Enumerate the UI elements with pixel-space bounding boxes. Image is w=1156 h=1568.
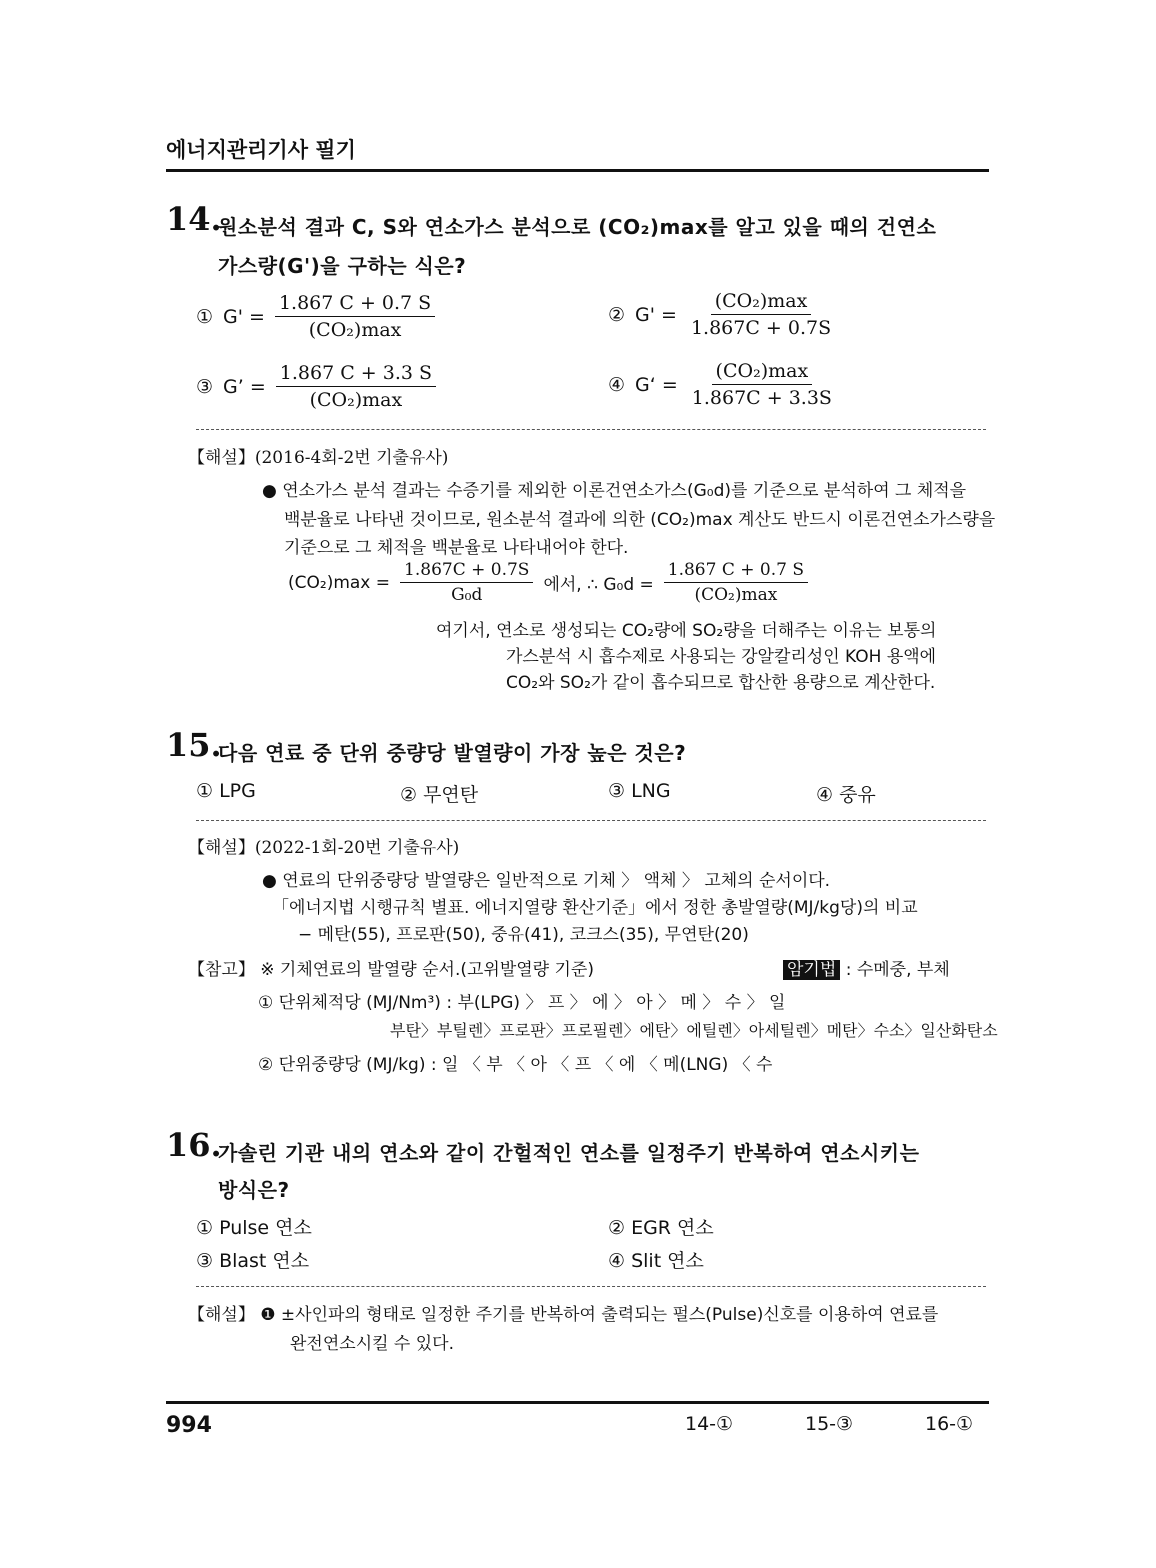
option-fraction	[276, 362, 436, 411]
q16-option-3[interactable]: ③ Blast 연소	[196, 1250, 310, 1272]
option-lhs: G' =	[635, 303, 677, 326]
footer-rule	[166, 1401, 989, 1404]
q14-number: 14.	[166, 200, 222, 238]
explanation-source: (2016-4회-2번 기출유사)	[254, 448, 449, 468]
q14-explanation-line2: 백분율로 나타낸 것이므로, 원소분석 결과에 의한 (CO₂)max 계산도 반드시 이론건연소가스량을	[284, 510, 996, 530]
fraction-numerator: (CO₂)max	[712, 360, 813, 385]
explanation-tag: 【해설】	[188, 838, 255, 858]
option-marker: ①	[196, 305, 214, 328]
explanation-source: (2022-1회-20번 기출유사)	[254, 838, 460, 858]
q14-divider	[196, 429, 986, 430]
q14-note-line2: 가스분석 시 흡수제로 사용되는 강알칼리성인 KOH 용액에	[506, 647, 937, 667]
fraction-denominator: (CO₂)max	[308, 319, 402, 341]
formula-lhs: (CO₂)max =	[288, 572, 391, 593]
explanation-marker: ❶	[260, 1305, 276, 1325]
option-lhs: G‘ =	[635, 373, 678, 396]
q16-option-4[interactable]: ④ Slit 연소	[608, 1250, 704, 1272]
explanation-tag: 【해설】	[188, 1305, 255, 1325]
q15-reference-line1: ① 단위체적당 (MJ/Nm³) : 부(LPG) 〉 프 〉 에 〉 아 〉 메 〉 수 〉 일	[258, 993, 786, 1013]
q16-option-1[interactable]: ① Pulse 연소	[196, 1217, 312, 1239]
option-lhs: G’ =	[223, 375, 266, 398]
mnemonic	[783, 955, 950, 980]
mnemonic-text: : 수메중, 부체	[845, 960, 950, 980]
answer-15: 15-③	[805, 1413, 854, 1435]
q16-text-line1: 가솔린 기관 내의 연소와 같이 간헐적인 연소를 일정주기 반복하여 연소시키는	[218, 1141, 920, 1165]
fraction-denominator: 1.867C + 0.7S	[690, 317, 832, 339]
explanation-text: ±사인파의 형태로 일정한 주기를 반복하여 출력되는 펄스(Pulse)신호를 이용하여 연료를	[280, 1305, 939, 1325]
option-fraction	[275, 292, 435, 341]
q15-divider	[196, 820, 986, 821]
option-marker: ②	[608, 303, 626, 326]
fraction-denominator: (CO₂)max	[694, 585, 778, 605]
q16-text-line2: 방식은?	[218, 1178, 290, 1202]
formula-fraction-2	[664, 560, 808, 605]
q15-reference-line2: 부탄〉부틸렌〉프로판〉프로필렌〉에탄〉에틸렌〉아세틸렌〉메탄〉수소〉일산화탄소	[390, 1021, 998, 1040]
q14-option-2[interactable]	[608, 290, 835, 339]
q15-explanation-header	[188, 833, 459, 858]
fraction-numerator: 1.867 C + 0.7 S	[275, 292, 435, 317]
q14-option-4[interactable]	[608, 360, 836, 409]
fraction-numerator: 1.867C + 0.7S	[400, 560, 533, 583]
q16-number: 16.	[166, 1126, 222, 1164]
q14-option-1[interactable]	[196, 292, 435, 341]
option-fraction	[688, 360, 836, 409]
mnemonic-label: 암기법	[783, 960, 840, 980]
fraction-numerator: 1.867 C + 0.7 S	[664, 560, 808, 583]
q15-number: 15.	[166, 726, 222, 764]
option-marker: ③	[196, 375, 214, 398]
answer-16: 16-①	[925, 1413, 974, 1435]
q14-explanation-line3: 기준으로 그 체적을 백분율로 나타내어야 한다.	[284, 538, 629, 558]
book-title: 에너지관리기사 필기	[166, 138, 356, 162]
q15-option-1[interactable]: ① LPG	[196, 780, 256, 802]
fraction-denominator: 1.867C + 3.3S	[691, 387, 832, 409]
fraction-denominator: (CO₂)max	[309, 389, 403, 411]
option-marker: ④	[608, 373, 626, 396]
reference-title: ※ 기체연료의 발열량 순서.(고위발열량 기준)	[260, 960, 594, 980]
q16-explanation-line2: 완전연소시킬 수 있다.	[290, 1334, 455, 1354]
option-lhs: G' =	[223, 305, 265, 328]
q14-text-line2: 가스량(G')을 구하는 식은?	[218, 254, 467, 278]
q14-note-line3: CO₂와 SO₂가 같이 흡수되므로 합산한 용량으로 계산한다.	[506, 673, 936, 693]
reference-tag: 【참고】	[188, 960, 255, 980]
option-fraction	[687, 290, 835, 339]
q14-explanation-formula	[288, 560, 808, 605]
fraction-denominator: G₀d	[451, 585, 483, 605]
q14-text-line1: 원소분석 결과 C, S와 연소가스 분석으로 (CO₂)max를 알고 있을 때의 건연소	[218, 215, 937, 239]
answer-14: 14-①	[685, 1413, 734, 1435]
q16-divider	[196, 1286, 986, 1287]
formula-fraction-1	[400, 560, 533, 605]
explanation-tag: 【해설】	[188, 448, 255, 468]
q15-explanation-line1: ● 연료의 단위중량당 발열량은 일반적으로 기체 〉 액체 〉 고체의 순서이다.	[262, 871, 831, 891]
q14-explanation-line1: ● 연소가스 분석 결과는 수증기를 제외한 이론건연소가스(G₀d)를 기준으로 분석하여 그 체적을	[262, 481, 967, 501]
q14-option-3[interactable]	[196, 362, 436, 411]
q15-reference-header	[188, 955, 594, 980]
q14-note-line1: 여기서, 연소로 생성되는 CO₂량에 SO₂량을 더해주는 이유는 보통의	[436, 621, 937, 641]
formula-mid: 에서, ∴ G₀d =	[543, 575, 654, 595]
q16-option-2[interactable]: ② EGR 연소	[608, 1217, 714, 1239]
q15-option-2[interactable]: ② 무연탄	[400, 784, 479, 806]
q15-option-3[interactable]: ③ LNG	[608, 780, 671, 802]
fraction-numerator: 1.867 C + 3.3 S	[276, 362, 436, 387]
q15-explanation-line3: − 메탄(55), 프로판(50), 중유(41), 코크스(35), 무연탄(20)	[298, 925, 749, 945]
q15-text: 다음 연료 중 단위 중량당 발열량이 가장 높은 것은?	[218, 741, 687, 765]
header-rule	[166, 169, 989, 172]
q15-option-4[interactable]: ④ 중유	[816, 784, 876, 806]
q16-explanation-line1	[188, 1300, 938, 1325]
fraction-numerator: (CO₂)max	[711, 290, 812, 315]
q15-explanation-line2: 「에너지법 시행규칙 별표. 에너지열량 환산기준」에서 정한 총발열량(MJ/kg당)의 비교	[272, 898, 918, 918]
q15-reference-line3: ② 단위중량당 (MJ/kg) : 일 〈 부 〈 아 〈 프 〈 에 〈 메(LNG) 〈 수	[258, 1055, 773, 1075]
q14-explanation-header	[188, 443, 448, 468]
page-number: 994	[166, 1413, 212, 1438]
